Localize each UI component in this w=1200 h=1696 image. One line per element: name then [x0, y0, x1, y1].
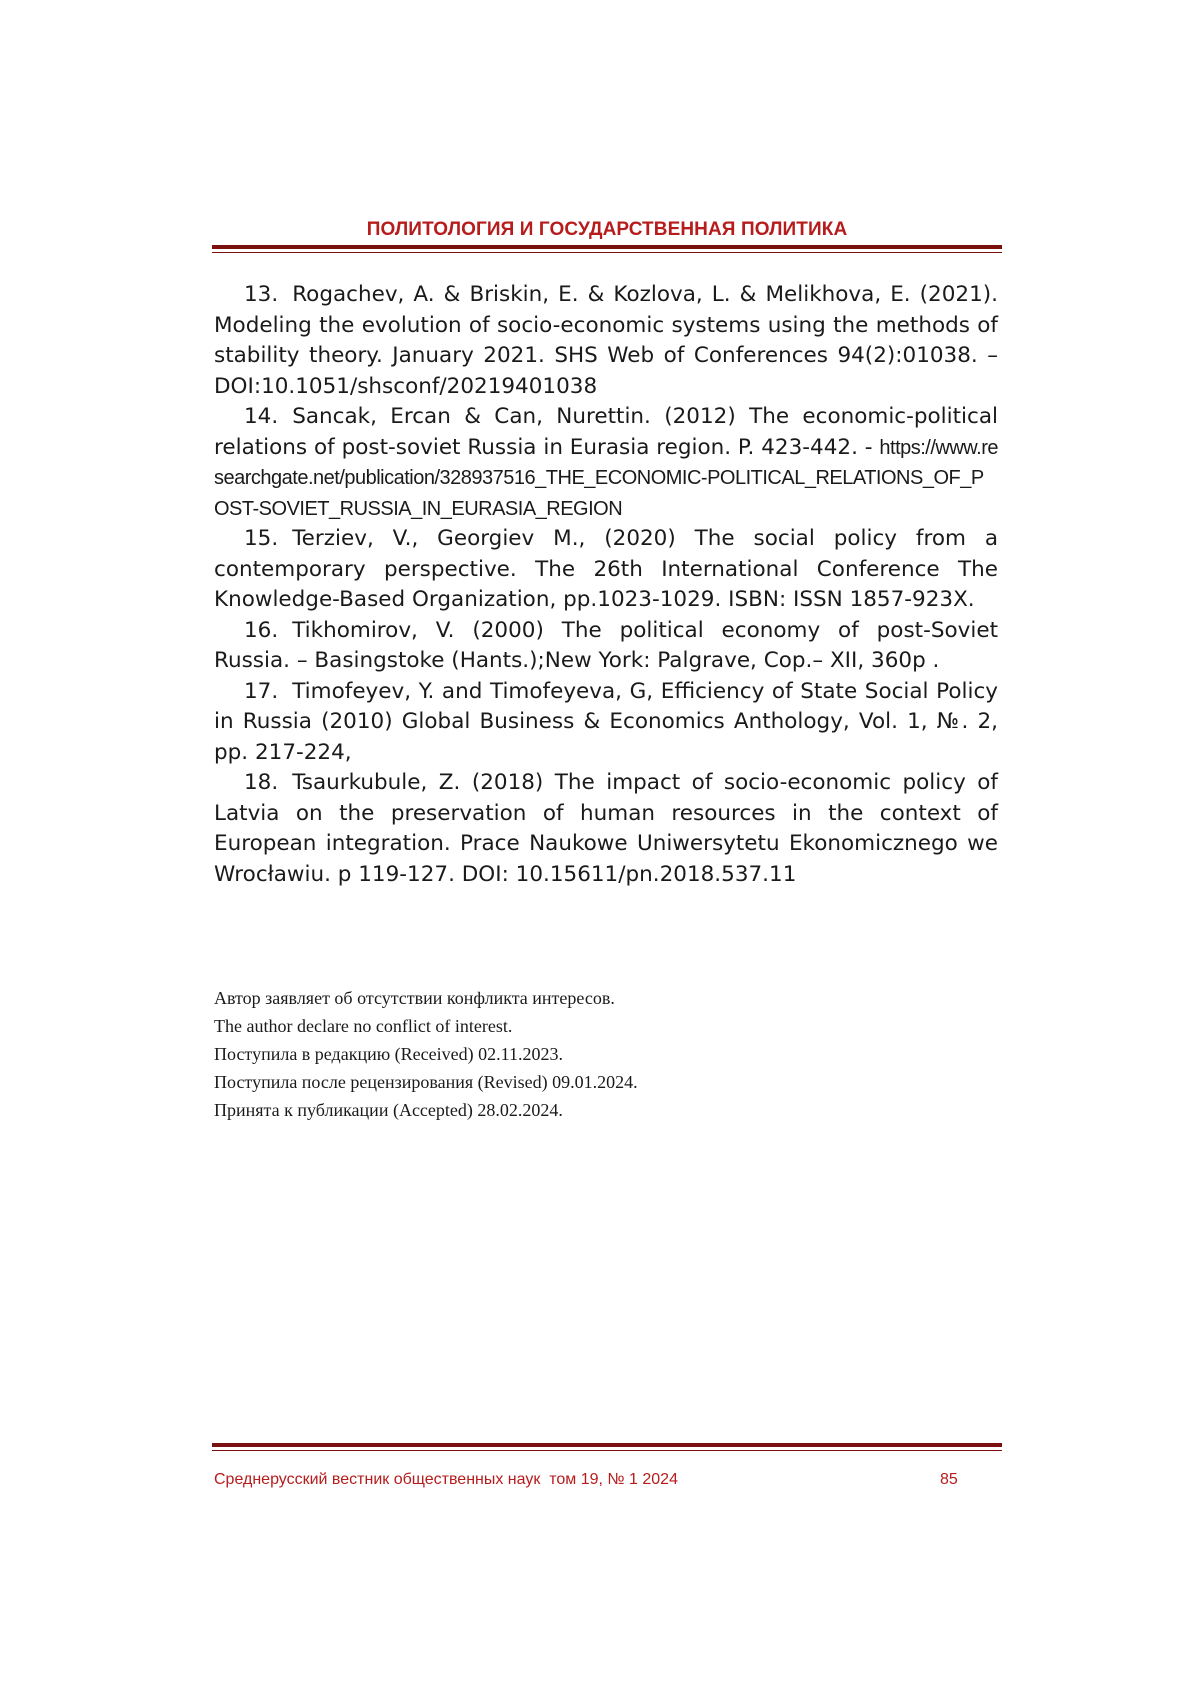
- received-date: Поступила в редакцию (Received) 02.11.2023.: [214, 1044, 563, 1064]
- reference-item: [214, 402, 998, 524]
- footer-divider: [212, 1443, 1002, 1451]
- accepted-date: Принята к публикации (Accepted) 28.02.2024.: [214, 1100, 563, 1120]
- revised-date: Поступила после рецензирования (Revised) 09.01.2024.: [214, 1072, 638, 1092]
- conflict-statement-en: The author declare no conflict of interest.: [214, 1016, 513, 1036]
- reference-number: 13.: [244, 282, 279, 307]
- reference-item: [214, 616, 998, 677]
- page-number: 85: [940, 1471, 958, 1488]
- reference-text: Rogachev, A. & Briskin, E. & Kozlova, L. & Melikhova, E. (2021). Modeling the evolution of socio-economic systems using the methods of stability theory. January 2021. SHS Web of Conferences 94(2):01038. – DOI:10.1051/shsconf/20219401038: [214, 282, 998, 399]
- reference-text: Tikhomirov, V. (2000) The political economy of post-Soviet Russia. – Basingstoke (Hants.);New York: Palgrave, Cop.– XII, 360p .: [214, 617, 998, 673]
- reference-list: [214, 280, 998, 890]
- reference-number: 17.: [244, 678, 279, 704]
- journal-citation: Среднерусский вестник общественных наук том 19, № 1 2024: [214, 1471, 678, 1488]
- reference-number: 15.: [244, 526, 279, 551]
- reference-number: 18.: [244, 770, 279, 795]
- conflict-statement-ru: Автор заявляет об отсутствии конфликта интересов.: [214, 988, 615, 1008]
- reference-item: [214, 677, 998, 769]
- reference-item: [214, 280, 998, 402]
- reference-url[interactable]: https://www.researchgate.net/publication/328937516_THE_ECONOMIC-POLITICAL_RELATIONS_OF_POST-SOVIET_RUSSIA_IN_EURASIA_REGION: [214, 436, 998, 520]
- reference-item: [214, 768, 998, 890]
- reference-text: Timofeyev, Y. and Timofeyeva, G, Efficiency of State Social Policy in Russia (2010) Global Business & Economics Anthology, Vol. 1, №. 2, pp. 217-224,: [214, 678, 998, 765]
- reference-number: 16.: [244, 617, 279, 643]
- reference-text: Terziev, V., Georgiev M., (2020) The social policy from a contemporary perspective. The 26th International Conference The Knowledge-Based Organization, pp.1023-1029. ISBN: ISSN 1857-923X.: [214, 526, 998, 612]
- article-notes: [214, 984, 914, 1124]
- reference-item: [214, 524, 998, 616]
- header-divider: [212, 245, 1002, 253]
- reference-number: 14.: [244, 404, 279, 429]
- section-title: ПОЛИТОЛОГИЯ И ГОСУДАРСТВЕННАЯ ПОЛИТИКА: [366, 219, 848, 240]
- reference-text: Tsaurkubule, Z. (2018) The impact of socio-economic policy of Latvia on the preservation of human resources in the context of European integration. Prace Naukowe Uniwersytetu Ekonomicznego we Wrocławiu. p 119-127. DOI: 10.15611/pn.2018.537.11: [214, 770, 998, 887]
- reference-text: Sancak, Ercan & Can, Nurettin. (2012) The economic-political relations of post-soviet Russia in Eurasia region. P. 423-442. -: [214, 404, 998, 460]
